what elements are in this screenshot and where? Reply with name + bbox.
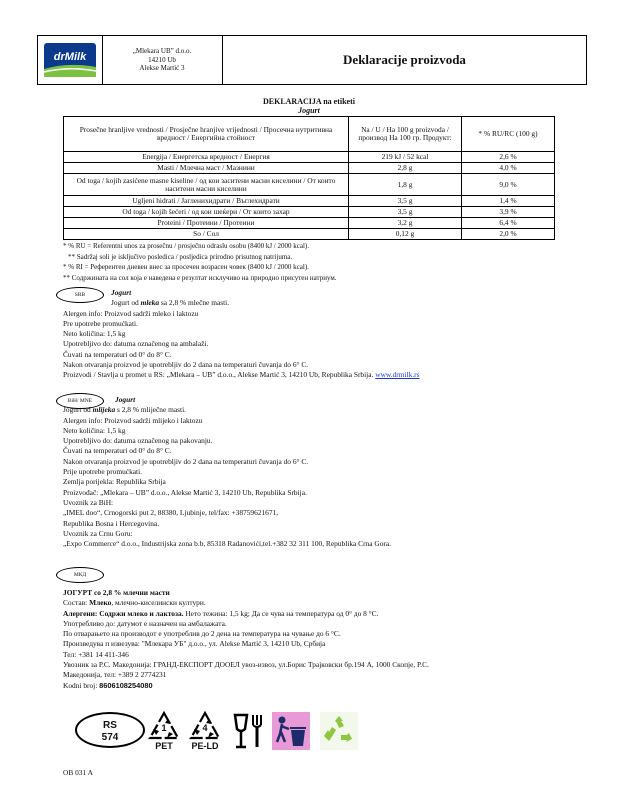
bih-line: Alergen info: Proizvod sadrži mlijeko i laktozu: [63, 415, 203, 425]
bih-heading: Jogurt: [115, 395, 136, 404]
mk-line: Увозник за Р.С. Македонија: ГРАНД-ЕКСПОРТ ДООЕЛ увоз-извоз, ул.Борис Трајковски бр.194 А, 1000 Скопје, Р.С.: [63, 660, 429, 670]
row-pct: 3,9 %: [462, 207, 555, 218]
mk-composition-post: , млечно-киселински култури.: [111, 598, 206, 608]
nutrition-table: [63, 116, 555, 240]
footnote: ** Содржината на сол која е наведена е резултат исклучиво на природно присутен натриум.: [63, 273, 337, 282]
bih-line1-bold: mlijeka: [92, 405, 116, 415]
mk-line: Употребливо до: датумот е назначен на амбалажата.: [63, 618, 227, 628]
bih-line: Uvoznik za BiH:: [63, 497, 114, 507]
document-title: Deklaracije proizvoda: [343, 52, 466, 67]
tidyman-bin-icon: [272, 712, 310, 750]
row-pct: 4,0 %: [462, 163, 555, 174]
bih-line: „Expo Commerce“ d.o.o., Industrijska zona b.b, 85318 Radanovići,tel.+382 32 311 100, Republika Crna Gora.: [63, 539, 391, 549]
row-pct: 6,4 %: [462, 218, 555, 229]
row-value: 3,2 g: [349, 218, 462, 229]
company-street: Alekse Martić 3: [139, 64, 185, 73]
mk-line: Македонија, тел: +389 2 2774231: [63, 670, 167, 680]
col-header-ri: * % RU/RC (100 g): [462, 117, 555, 152]
footnote: * % RU = Referentni unos za prosečnu / prosječnu odraslu osobu (8400 kJ / 2000 kcal).: [63, 242, 309, 250]
row-name: So / Сол: [64, 229, 349, 240]
srb-section: [63, 288, 420, 381]
footnotes: [63, 241, 337, 283]
table-row: [64, 174, 555, 196]
mk-allergen-post: Нето тежина: 1,5 kg; Да се чува на температура од 0° до 8 °C.: [183, 608, 379, 618]
rs-oval-line1: RS: [103, 720, 117, 731]
row-pct: 2,0 %: [462, 229, 555, 240]
row-value: 219 kJ / 52 kcal: [349, 152, 462, 163]
company-address: [102, 36, 223, 84]
mk-line: По отварањето на производот е употреблив до 2 дена на температура на чување до 6 °C.: [63, 629, 341, 639]
svg-text:drMilk: drMilk: [53, 51, 87, 63]
table-row: [64, 196, 555, 207]
mk-composition-bold: Млеко: [89, 598, 112, 608]
row-pct: 9,0 %: [462, 174, 555, 196]
rs-oval-line2: 574: [101, 732, 119, 743]
row-name: Od toga / kojih šećeri / од кои шеќери / От които захар: [64, 207, 349, 218]
label-caption: [0, 97, 618, 115]
bih-line: Prije upotrebe promućkati.: [63, 467, 143, 477]
bih-section: [63, 395, 391, 549]
mk-allergen-bold: Алергени: Содржи млеко и лактоза.: [63, 608, 184, 618]
rs-oval-mark: [75, 712, 145, 748]
srb-line1-post: sa 2,8 % mlečne masti.: [159, 298, 230, 308]
mk-section: [63, 588, 429, 691]
peld-number: 4: [202, 723, 208, 733]
company-name: „Mlekara UB” d.o.o.: [132, 47, 192, 56]
bih-line: Republika Bosna i Hercegovina.: [63, 518, 160, 528]
bih-line: Nakon otvaranja proizvod je upotrebljiv do 2 dana na temperaturi čuvanja do 6° C.: [63, 456, 309, 466]
company-postal: 14210 Ub: [148, 55, 176, 64]
srb-tag: SRB: [56, 287, 104, 303]
peld-label: PE-LD: [191, 741, 219, 751]
mk-tag: МКД: [56, 567, 104, 583]
mk-code-value: 8606108254080: [99, 680, 153, 690]
row-pct: 1,4 %: [462, 196, 555, 207]
col-header-nutrients: Prosečne hranljive vrednosti / Prosječne hranjive vrijednosti / Просечна нутритивна вредност / Енергийна стойност: [64, 117, 349, 152]
glass-fork-food-safe-icon: [232, 712, 268, 750]
mk-code-line: [63, 681, 429, 691]
caption-text: DEKLARACIJA na etiketi: [262, 97, 355, 106]
caption-product: Jogurt: [298, 106, 320, 115]
mk-composition: [63, 598, 429, 608]
header-box: [37, 35, 587, 85]
bih-tag: BiH/ MNE: [56, 393, 104, 409]
srb-last-line: [63, 370, 420, 380]
mk-allergen: [63, 609, 429, 619]
mk-code-label: Kodni broj:: [63, 680, 100, 690]
row-value: 3,5 g: [349, 207, 462, 218]
bih-line: Čuvati na temperaturi od 0° do 8° C.: [63, 446, 172, 456]
drmilk-website-link[interactable]: www.drmilk.rs: [375, 370, 420, 380]
srb-line: Upotrebljivo do: datuma označenog na ambalaži.: [63, 339, 209, 349]
mk-line: Тел: +381 14 411-346: [63, 649, 129, 659]
row-pct: 2,6 %: [462, 152, 555, 163]
row-name: Ugljeni hidrati / Јагленихидрати / Въглехидрати: [64, 196, 349, 207]
table-row: [64, 207, 555, 218]
bih-line: Uvoznik za Crnu Goru:: [63, 528, 133, 538]
recycle-arrows-icon: [320, 712, 358, 750]
srb-line1-bold: mleka: [140, 298, 160, 308]
srb-line: Alergen info: Proizvod sadrži mleko i laktozu: [63, 308, 199, 318]
peld-recycle-icon: [188, 710, 222, 754]
srb-line: Čuvati na temperaturi od 0° do 8° C.: [63, 349, 172, 359]
table-row: [64, 218, 555, 229]
col-header-per100g: Na / U / На 100 g proizvoda / производ На 100 гр. Продукт:: [349, 117, 462, 152]
pet-label: PET: [155, 741, 173, 751]
drmilk-logo-graphic: [38, 36, 102, 84]
bih-line: Proizvođač: „Mlekara – UB” d.o.o., Alekse Martić 3, 14210 Ub, Republika Srbija.: [63, 487, 307, 497]
row-value: 1,8 g: [349, 174, 462, 196]
bih-line: Upotrebljivo do: datuma označenog na pakovanju.: [63, 436, 213, 446]
row-value: 3,5 g: [349, 196, 462, 207]
bih-line: „IMEL doo“, Crnogorski put 2, 88380, Ljubinje, tel/fax: +38759621671,: [63, 508, 279, 518]
row-name: Proteini / Протеини / Протеини: [64, 218, 349, 229]
row-name: Od toga / kojih zasićene masne kiseline / од кои заситени масни киселини / От които наситени масни киселини: [64, 174, 349, 196]
srb-line1: [63, 298, 420, 308]
table-row: [64, 163, 555, 174]
srb-line: Pre upotrebe promućkati.: [63, 318, 138, 328]
row-value: 2,8 g: [349, 163, 462, 174]
bih-line: Neto količina: 1,5 kg: [63, 425, 126, 435]
row-name: Masti / Млечна маст / Мазнини: [64, 163, 349, 174]
table-row: [64, 152, 555, 163]
srb-line: Nakon otvaranja proizvod je upotrebljiv do 2 dana na temperaturi čuvanja do 6° C.: [63, 360, 309, 370]
pet-number: 1: [161, 723, 167, 733]
srb-producer: Proizvodi / Stavlja u promet u RS: „Mlekara – UB” d.o.o., Alekse Martić 3, 14210 Ub, Republika Srbija.: [63, 370, 374, 380]
mk-line: Произведува п извезува: "Млекара УБ" д.о.о., ул. Alekse Martić 3, 14210 Ub, Србија: [63, 639, 326, 649]
drmilk-logo: [38, 36, 103, 84]
srb-line1-pre: Jogurt od: [111, 298, 141, 308]
table-header-row: [64, 117, 555, 152]
bih-line1-pre: Jogurt od: [63, 405, 93, 415]
srb-heading: Jogurt: [111, 288, 132, 297]
mk-composition-pre: Состав:: [63, 598, 90, 608]
pet-recycle-icon: [147, 710, 181, 754]
srb-line: Neto količina: 1,5 kg: [63, 329, 126, 339]
row-name: Energija / Енергетска вредност / Енергия: [64, 152, 349, 163]
footnote: * % RI = Референтен дневен внес за просечен возрасен човек (8400 kJ / 2000 kcal).: [63, 263, 309, 271]
footnote: ** Sadržaj soli je isključivo posledica / posljedica prirodno prisutnog natrijuma.: [68, 252, 293, 261]
table-row: [64, 229, 555, 240]
bih-line1: [63, 405, 391, 415]
row-value: 0,12 g: [349, 229, 462, 240]
bih-line: Zemlja porijekla: Republika Srbija: [63, 477, 166, 487]
mk-heading: ЈОГУРТ со 2,8 % млечни масти: [63, 588, 170, 597]
bih-line1-post: s 2,8 % mliječne masti.: [115, 405, 186, 415]
document-code: OB 031 A: [63, 768, 93, 777]
